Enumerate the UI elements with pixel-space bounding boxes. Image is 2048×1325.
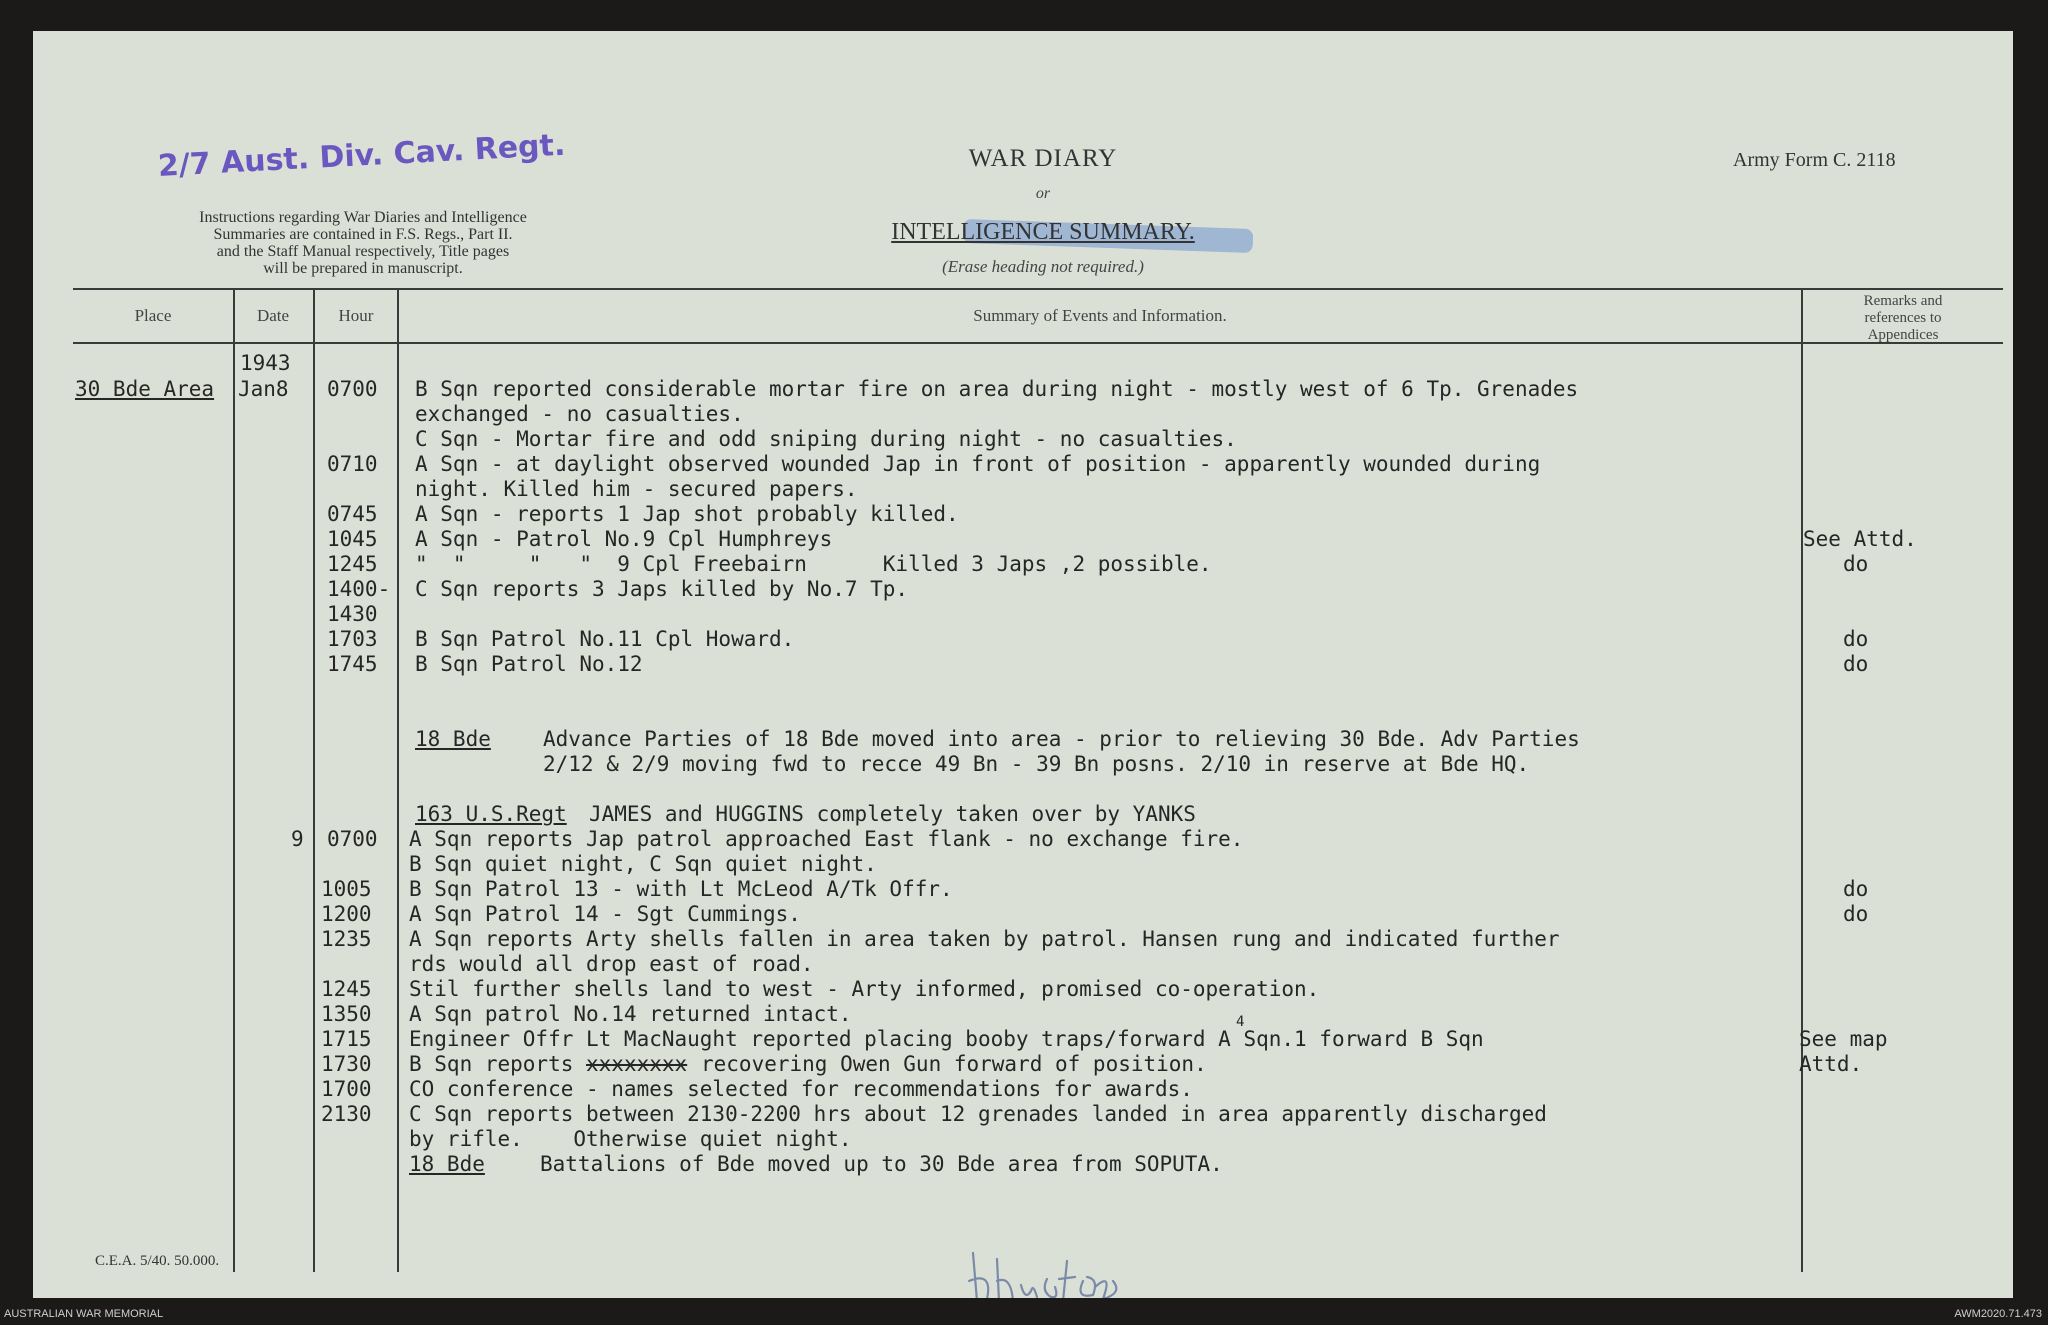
- hour-1045: 1045: [327, 527, 378, 551]
- entry-line: Engineer Offr Lt MacNaught reported placing booby traps/forward A Sqn.1 forward B Sqn: [409, 1027, 1484, 1051]
- entry-line: exchanged - no casualties.: [415, 402, 744, 426]
- remark: Attd.: [1799, 1052, 1863, 1076]
- hour-1400: 1400-: [327, 577, 391, 601]
- hour-1730: 1730: [321, 1052, 372, 1076]
- unit-stamp: 2/7 Aust. Div. Cav. Regt.: [157, 127, 567, 184]
- hour-1700: 1700: [321, 1077, 372, 1101]
- entry-line: Stil further shells land to west - Arty informed, promised co-operation.: [409, 977, 1320, 1001]
- instructions-note: Instructions regarding War Diaries and Intelligence Summaries are contained in F.S. Regs., Part II. and the Staff Manual respectively, Title pages will be prepared in manuscript.: [199, 209, 527, 277]
- entry-line: A Sqn - at daylight observed wounded Jap in front of position - apparently wounded during: [415, 452, 1541, 476]
- table-top-rule: [73, 288, 2003, 290]
- remark: See map: [1799, 1027, 1888, 1051]
- hour-1200: 1200: [321, 902, 372, 926]
- heading-18-bde-2: 18 Bde: [409, 1152, 485, 1176]
- entry-line: B Sqn quiet night, C Sqn quiet night.: [409, 852, 877, 876]
- year-label: 1943: [240, 351, 291, 375]
- hour-1703: 1703: [327, 627, 378, 651]
- hour-2130: 2130: [321, 1102, 372, 1126]
- entry-line: A Sqn - Patrol No.9 Cpl Humphreys: [415, 527, 833, 551]
- entry-line: A Sqn - reports 1 Jap shot probably killed.: [415, 502, 959, 526]
- date-9: 9: [291, 827, 304, 851]
- hour-0710: 0710: [327, 452, 378, 476]
- entry-line: " " " " 9 Cpl Freebairn Killed 3 Japs ,2 possible.: [415, 552, 1212, 576]
- entry-line: B Sqn Patrol No.12: [415, 652, 643, 676]
- entry-line: by rifle. Otherwise quiet night.: [409, 1127, 852, 1151]
- entry-line: C Sqn reports 3 Japs killed by No.7 Tp.: [415, 577, 909, 601]
- entry-line: B Sqn reported considerable mortar fire on area during night - mostly west of 6 Tp. Grenades: [415, 377, 1579, 401]
- signature: [963, 1241, 1183, 1298]
- hour-1235: 1235: [321, 927, 372, 951]
- hour-1350: 1350: [321, 1002, 372, 1026]
- entry-line: Battalions of Bde moved up to 30 Bde area from SOPUTA.: [540, 1152, 1223, 1176]
- entry-line: B Sqn Patrol No.11 Cpl Howard.: [415, 627, 795, 651]
- entry-line: rds would all drop east of road.: [409, 952, 814, 976]
- hour-1005: 1005: [321, 877, 372, 901]
- entry-line: A Sqn patrol No.14 returned intact.: [409, 1002, 852, 1026]
- entry-line: 2/12 & 2/9 moving fwd to recce 49 Bn - 39 Bn posns. 2/10 in reserve at Bde HQ.: [543, 752, 1530, 776]
- col-rule-hour: [397, 288, 399, 1272]
- remark: do: [1843, 627, 1869, 651]
- erase-note: (Erase heading not required.): [942, 257, 1144, 276]
- entry-line-rest: recovering Owen Gun forward of position.: [701, 1052, 1207, 1076]
- entry-line: C Sqn reports between 2130-2200 hrs about 12 grenades landed in area apparently discharged: [409, 1102, 1547, 1126]
- caption-right: AWM2020.71.473: [1954, 1308, 2042, 1320]
- col-rule-summary: [1801, 288, 1803, 1272]
- hour-0700: 0700: [327, 377, 378, 401]
- caption-left: AUSTRALIAN WAR MEMORIAL: [4, 1308, 164, 1320]
- entry-line: A Sqn reports Arty shells fallen in area taken by patrol. Hansen rung and indicated further: [409, 927, 1560, 951]
- entry-line: B Sqn Patrol 13 - with Lt McLeod A/Tk Offr.: [409, 877, 953, 901]
- col-header-hour: Hour: [338, 306, 374, 325]
- entry-line: A Sqn Patrol 14 - Sgt Cummings.: [409, 902, 801, 926]
- entry-line-prefix: B Sqn reports xxxxxxxx: [409, 1052, 688, 1076]
- col-header-place: Place: [134, 306, 172, 325]
- superscript-4: 4: [1236, 1014, 1245, 1030]
- entry-line: Advance Parties of 18 Bde moved into area - prior to relieving 30 Bde. Adv Parties: [543, 727, 1580, 751]
- heading-163-us-regt: 163 U.S.Regt: [415, 802, 567, 826]
- heading-18-bde: 18 Bde: [415, 727, 491, 751]
- hour-1430: 1430: [327, 602, 378, 626]
- hour-0700-9: 0700: [327, 827, 378, 851]
- remark: do: [1843, 552, 1869, 576]
- remark: do: [1843, 652, 1869, 676]
- entry-line: night. Killed him - secured papers.: [415, 477, 858, 501]
- hour-1715: 1715: [321, 1027, 372, 1051]
- intelligence-heading: INTELLIGENCE SUMMARY.: [891, 219, 1195, 245]
- hour-0745: 0745: [327, 502, 378, 526]
- hour-1745: 1745: [327, 652, 378, 676]
- form-code: C.E.A. 5/40. 50.000.: [95, 1253, 220, 1269]
- form-or: or: [1035, 185, 1051, 202]
- place-label: 30 Bde Area: [75, 377, 215, 401]
- hour-1245: 1245: [327, 552, 378, 576]
- remark: See Attd.: [1803, 527, 1917, 551]
- remark: do: [1843, 877, 1869, 901]
- army-form-number: Army Form C. 2118: [1733, 149, 1896, 171]
- hour-1245-9: 1245: [321, 977, 372, 1001]
- remark: do: [1843, 902, 1869, 926]
- col-header-date: Date: [256, 306, 290, 325]
- form-title: WAR DIARY: [968, 145, 1118, 172]
- war-diary-page: [33, 31, 2013, 1298]
- col-rule-place: [233, 288, 235, 1272]
- col-rule-date: [313, 288, 315, 1272]
- entry-line: A Sqn reports Jap patrol approached East flank - no exchange fire.: [409, 827, 1244, 851]
- table-header-rule: [73, 342, 2003, 344]
- col-header-remarks: Remarks and references to Appendices: [1863, 293, 1943, 343]
- struck-word: xxxxxxxx: [586, 1052, 688, 1076]
- entry-line: C Sqn - Mortar fire and odd sniping during night - no casualties.: [415, 427, 1237, 451]
- entry-line: JAMES and HUGGINS completely taken over by YANKS: [589, 802, 1196, 826]
- date-jan8: Jan8: [238, 377, 289, 401]
- entry-line: CO conference - names selected for recommendations for awards.: [409, 1077, 1193, 1101]
- col-header-summary: Summary of Events and Information.: [973, 306, 1227, 325]
